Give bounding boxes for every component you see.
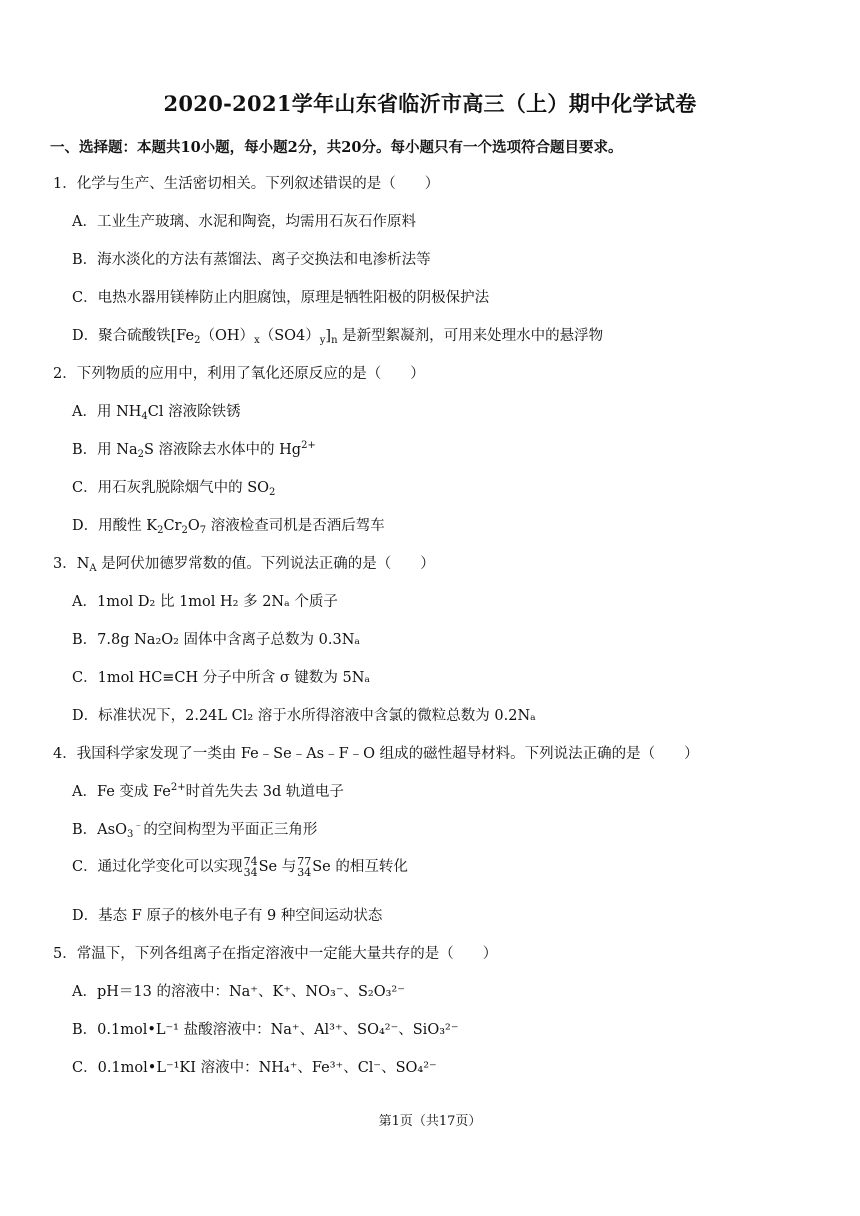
question-5-option-a: A．pH＝13 的溶液中：Na⁺、K⁺、NO₃⁻、S₂O₃²⁻ xyxy=(72,984,405,1000)
question-1-option-d: D．聚合硫酸铁$[Fe_2(OH)_x(SO4)_y]_n$ 是新型絮凝剂，可用来处理水中的悬浮物 xyxy=(72,328,604,346)
question-3-option-c: C．1mol HC≡CH 分子中所含 σ 键数为 5Nₐ xyxy=(72,670,371,686)
question-4-option-b: B．AsO$_3$﹣的空间构型为平面正三角形 xyxy=(72,820,318,840)
isotope-74-34: 74 34 xyxy=(243,855,258,879)
question-1-option-a: A．工业生产玻璃、水泥和陶瓷，均需用石灰石作原料 xyxy=(72,214,416,230)
question-5-stem: 5．常温下，下列各组离子在指定溶液中一定能大量共存的是（ ） xyxy=(53,946,498,962)
question-2-option-a: A．用 $NH_4Cl$ 溶液除铁锈 xyxy=(72,404,241,422)
question-4-option-d: D．基态 F 原子的核外电子有 9 种空间运动状态 xyxy=(72,908,383,924)
question-3-option-d: D．标准状况下，2.24L Cl₂ 溶于水所得溶液中含氯的微粒总数为 0.2Nₐ xyxy=(72,708,536,724)
page-title: 2020-2021学年山东省临沂市高三（上）期中化学试卷 xyxy=(163,91,697,116)
question-1-option-b: B．海水淡化的方法有蒸馏法、离子交换法和电渗析法等 xyxy=(72,252,431,268)
question-5-option-b: B．0.1mol•L⁻¹ 盐酸溶液中：Na⁺、Al³⁺、SO₄²⁻、SiO₃²⁻ xyxy=(72,1022,459,1038)
isotope-77-34: 77 34 xyxy=(297,855,312,879)
page-footer: 第1页（共17页） xyxy=(378,1114,482,1129)
question-3-option-a: A．1mol D₂ 比 1mol H₂ 多 2Nₐ 个质子 xyxy=(72,594,338,610)
question-2-option-b: B．用 $Na_2S$ 溶液除去水体中的 $Hg^{2+}$ xyxy=(72,440,316,460)
question-2-option-c: C．用石灰乳脱除烟气中的 $SO_2$ xyxy=(72,480,276,498)
question-2-option-d: D．用酸性 $K_2Cr_2O_7$ 溶液检查司机是否酒后驾车 xyxy=(72,518,385,536)
question-3-stem: 3．$N_A$ 是阿伏加德罗常数的值。下列说法正确的是（ ） xyxy=(53,556,435,574)
question-2-stem: 2．下列物质的应用中，利用了氧化还原反应的是（ ） xyxy=(53,366,425,382)
question-1-option-c: C．电热水器用镁棒防止内胆腐蚀，原理是牺牲阳极的阴极保护法 xyxy=(72,290,490,306)
question-4-stem: 4．我国科学家发现了一类由 Fe﹣Se﹣As﹣F﹣O 组成的磁性超导材料。下列说法正确的是（ ） xyxy=(53,746,699,762)
question-4-option-c: C．通过化学变化可以实现 74 34 Se 与 77 34 Se 的相互转化 xyxy=(72,855,408,879)
section-heading: 一、选择题：本题共10小题，每小题2分，共20分。每小题只有一个选项符合题目要求。 xyxy=(50,139,623,156)
question-3-option-b: B．7.8g Na₂O₂ 固体中含离子总数为 0.3Nₐ xyxy=(72,632,361,648)
question-4-option-a: A．Fe 变成 $Fe^{2+}$时首先失去 3d 轨道电子 xyxy=(72,782,344,800)
question-5-option-c: C．0.1mol•L⁻¹KI 溶液中：NH₄⁺、Fe³⁺、Cl⁻、SO₄²⁻ xyxy=(72,1060,437,1076)
question-1-stem: 1．化学与生产、生活密切相关。下列叙述错误的是（ ） xyxy=(53,176,440,192)
